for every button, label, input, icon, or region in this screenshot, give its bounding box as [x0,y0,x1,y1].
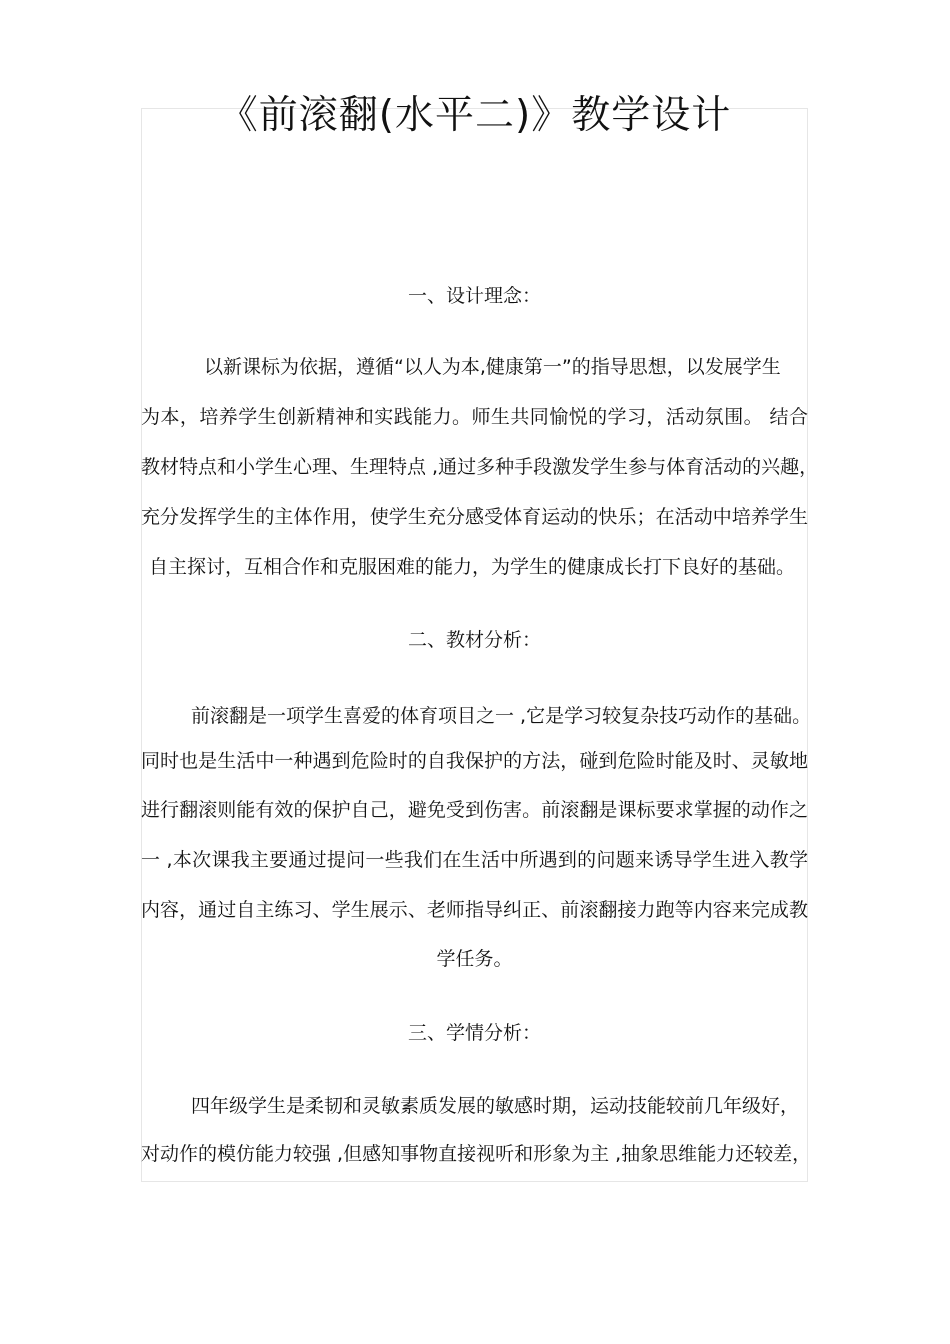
paragraph-line: 进行翻滚则能有效的保护自己，避免受到伤害。前滚翻是课标要求掌握的动作之 [141,799,808,821]
paragraph-line: 对动作的模仿能力较强 ,但感知事物直接视听和形象为主 ,抽象思维能力还较差， [141,1143,812,1165]
section-heading: 二、教材分析： [407,629,541,651]
section-heading: 一、设计理念： [407,285,541,307]
paragraph-line: 内容，通过自主练习、学生展示、老师指导纠正、前滚翻接力跑等内容来完成教 [141,899,808,921]
paragraph-line: 四年级学生是柔韧和灵敏素质发展的敏感时期，运动技能较前几年级好， [191,1095,800,1117]
paragraph-line: 同时也是生活中一种遇到危险时的自我保护的方法，碰到危险时能及时、灵敏地 [141,750,808,772]
paragraph-line: 教材特点和小学生心理、生理特点 ,通过多种手段激发学生参与体育活动的兴趣， [141,456,819,478]
paragraph-line: 为本，培养学生创新精神和实践能力。师生共同愉悦的学习，活动氛围。 结合 [141,406,808,428]
paragraph-line: 充分发挥学生的主体作用，使学生充分感受体育运动的快乐；在活动中培养学生 [141,506,808,528]
paragraph-line: 前滚翻是一项学生喜爱的体育项目之一 ,它是学习较复杂技巧动作的基础。 [191,705,812,727]
paragraph-line: 以新课标为依据，遵循“以人为本,健康第一”的指导思想，以发展学生 [204,356,781,378]
paragraph-line: 自主探讨，互相合作和克服困难的能力，为学生的健康成长打下良好的基础。 [149,556,796,578]
paragraph-line: 学任务。 [436,948,513,970]
paragraph-line: 一 ,本次课我主要通过提问一些我们在生活中所遇到的问题来诱导学生进入教学 [141,849,808,871]
document-title: 《前滚翻(水平二)》教学设计 [218,93,732,138]
section-heading: 三、学情分析： [407,1022,541,1044]
